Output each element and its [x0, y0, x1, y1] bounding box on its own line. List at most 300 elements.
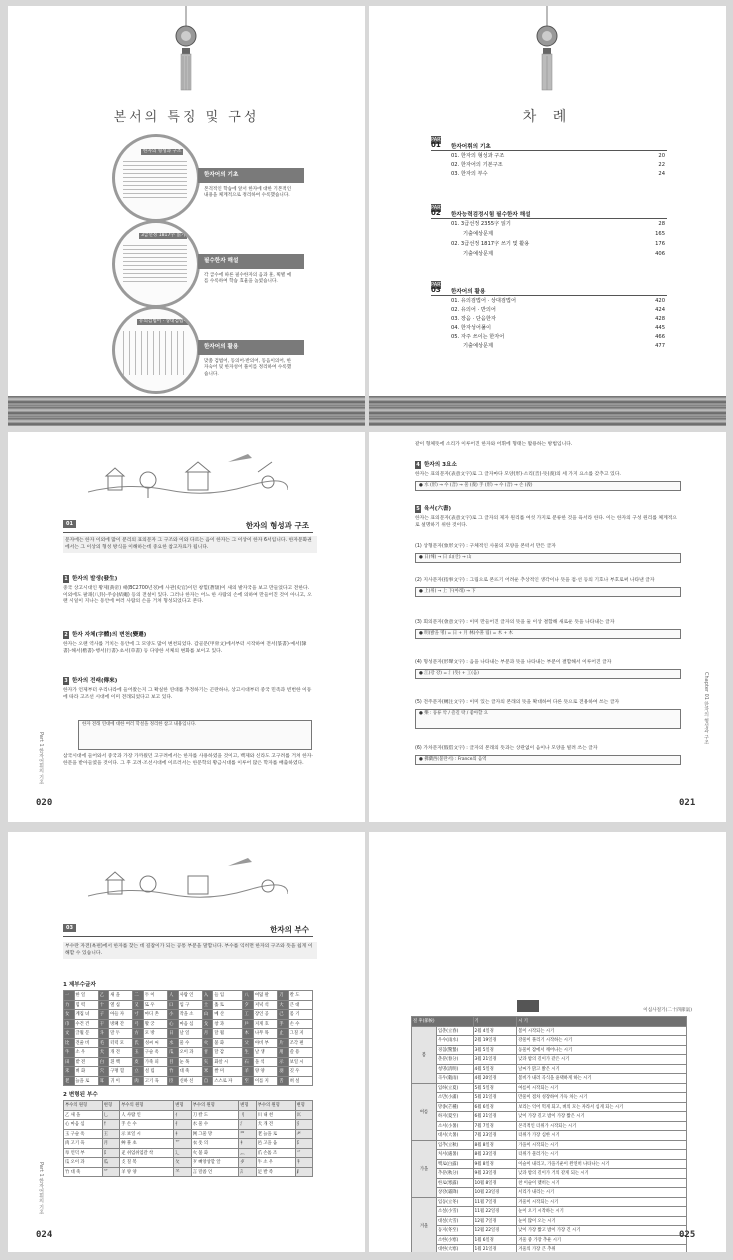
radical-reading: 쓸 용: [288, 1048, 312, 1058]
radical-reading: 구슬 옥: [143, 1048, 167, 1058]
table-cell: 水 물 수: [191, 1120, 239, 1130]
liushu-item-2: (2) 지사문자(指事文字) : 그림으로 본뜨기 어려운 추상적인 생각이나 뜻을 점·선 등의 기호나 부호로써 나타낸 글자 ● 上(위) → 上 下(아래) → 下: [415, 578, 681, 597]
side-label: Chapter 01 한자의 형성과 구조: [703, 672, 709, 745]
table-row: [64, 1067, 313, 1077]
table-cell: 巛: [295, 1110, 313, 1120]
feature-thumbnail-1: 한자의 형성과 구조: [112, 134, 200, 222]
radical-char: 肉: [133, 1076, 144, 1086]
toc-part-1: PART 01 한자어휘의 기초 01. 한자의 형성과 구조 20 02. 한자어의 기본구조 22 03. 한자의 부수 24: [431, 137, 665, 177]
term-name: 대한(大寒): [437, 1245, 474, 1253]
table-cell: 示 보일 시: [120, 1129, 174, 1139]
radical-char: 己: [278, 1010, 289, 1020]
table-row: [64, 1139, 313, 1149]
toc-item[interactable]: 01. 한자의 형성과 구조 20: [451, 153, 665, 159]
radical-reading: 말 두: [109, 1029, 133, 1039]
term-date: 3월 5일경: [473, 1045, 517, 1055]
term-name: 우수(雨水): [437, 1036, 474, 1046]
table-row: [412, 1188, 687, 1198]
table-row: [412, 1197, 687, 1207]
radical-reading: 고기 육: [143, 1076, 167, 1086]
radical-reading: 수건 건: [74, 1019, 98, 1029]
table-cell: 阝: [102, 1148, 119, 1158]
table-cell: 衤: [239, 1139, 256, 1149]
radical-char: 八: [243, 991, 254, 1001]
radical-reading: 힘 력: [74, 1000, 98, 1010]
term-description: 본격적인 더위가 시작되는 시기: [517, 1121, 687, 1131]
radical-char: 力: [64, 1000, 75, 1010]
table-row: [412, 1064, 687, 1074]
radical-reading: 지게 호: [253, 1019, 277, 1029]
radical-char: 火: [202, 1038, 213, 1048]
toc-part-3: PART 03 한자어의 활용 01. 유의검법어 · 상대검법어 420 02. 유의어 · 반의어 424 03. 장음 · 단음한자 428 04. 한자성어풀이 445 05. 자주 쓰이는 한자어 466 기출예상문제 477: [431, 282, 665, 349]
radical-char: 瓜: [168, 1048, 179, 1058]
radical-char: 山: [202, 1010, 213, 1020]
table-row: [412, 1055, 687, 1065]
tassel-ornament-icon: [171, 6, 201, 96]
radical-reading: 마디 촌: [143, 1010, 167, 1020]
table-cell: 手 손 수: [120, 1120, 174, 1130]
radical-char: 犬: [98, 1048, 109, 1058]
radical-reading: 흙 토: [213, 1000, 243, 1010]
table-row: [64, 1110, 313, 1120]
table-cell: 肉 고기 육: [64, 1139, 103, 1149]
radical-reading: 벼 화: [74, 1067, 98, 1077]
toc-item[interactable]: 02. 3급선정 1817字 쓰기 및 활용 176: [451, 241, 665, 247]
radical-char: 片: [278, 1038, 289, 1048]
table-cell: 足 발 족: [256, 1167, 295, 1177]
toc-item[interactable]: 02. 유의어 · 반의어 424: [451, 307, 665, 313]
table-cell: 月: [102, 1139, 119, 1149]
radical-char: 生: [243, 1048, 254, 1058]
section-header: 03 한자의 부수: [63, 924, 313, 937]
table-row: [412, 1235, 687, 1245]
radical-reading: 열 십: [109, 1000, 133, 1010]
radical-char: 比: [64, 1038, 75, 1048]
radical-char: 刀: [278, 991, 289, 1001]
radical-char: 毛: [98, 1038, 109, 1048]
table-row: [64, 1148, 313, 1158]
note-box: 한자 전래 연대에 대한 여러 학설을 정리한 참고 내용입니다.: [78, 720, 312, 750]
term-description: 낮이 가장 길고 밤이 가장 짧은 시기: [517, 1112, 687, 1122]
radical-char: 自: [202, 1076, 213, 1086]
table-row: [412, 1074, 687, 1084]
page-number: 025: [679, 1230, 696, 1240]
page-020: [8, 432, 365, 822]
page-toc: [369, 6, 726, 426]
table-cell: 阜 언덕 부: [64, 1148, 103, 1158]
table-cell: 罒: [239, 1129, 256, 1139]
term-date: 6월 21일경: [473, 1112, 517, 1122]
radical-reading: 들 입: [213, 991, 243, 1001]
column-header: 변형: [295, 1101, 313, 1111]
liushu-item-5: (5) 전주문자(轉注文字) : 이미 있는 글자의 본래의 뜻을 확대하여 다른 뜻으로 전용하여 쓰는 글자 ● 樂 : 풍류 악 / 즐길 락 / 좋아할 요: [415, 700, 681, 729]
feature-title-2: 필수한자 해설: [198, 254, 304, 269]
radical-reading: 창 과: [213, 1019, 243, 1029]
table-cell: 言 말씀 언: [191, 1167, 239, 1177]
radical-reading: 쌀 미: [213, 1067, 243, 1077]
feature-title-3: 한자어의 활용: [198, 340, 304, 355]
radical-reading: 양 양: [253, 1067, 277, 1077]
table-cell: 忄: [102, 1120, 119, 1130]
toc-item[interactable]: 04. 한자성어풀이 445: [451, 325, 665, 331]
term-name: 춘분(春分): [437, 1055, 474, 1065]
table-cell: 牛 소 우: [256, 1158, 295, 1168]
term-name: 처서(處暑): [437, 1150, 474, 1160]
term-date: 10월 23일경: [473, 1188, 517, 1198]
page-number: 020: [36, 798, 53, 808]
table-row: [64, 1167, 313, 1177]
table-cell: 衣 옷 의: [191, 1139, 239, 1149]
table-row: [64, 1019, 313, 1029]
closing-text: 삼국시대에 들어와서 중국과 가장 가까웠던 고구려에서는 한자를 사용하였을 것이고, 백제와 신라도 고구려를 거쳐 한자·한문을 받아들였을 것이다. 그 후 고려·조선시대에 이르러서는 한문학의 황금시대를 이루어 많은 학자를 배출하였다.: [63, 754, 313, 766]
table-row: [64, 1038, 313, 1048]
term-name: 소서(小暑): [437, 1121, 474, 1131]
table-row: [412, 1159, 687, 1169]
table-cell: 辵 쉬엄쉬엄갈 착: [120, 1148, 174, 1158]
column-header: 부수의 원형: [191, 1101, 239, 1111]
term-description: 더위가 가장 심한 시기: [517, 1131, 687, 1141]
term-name: 소한(小寒): [437, 1235, 474, 1245]
column-header: 변형: [239, 1101, 256, 1111]
column-header: 시 기: [517, 1017, 687, 1027]
term-date: 9월 23일경: [473, 1169, 517, 1179]
column-header: 변형: [102, 1101, 119, 1111]
radical-char: 羊: [243, 1067, 254, 1077]
radical-char: 至: [243, 1076, 254, 1086]
table-cell: 刂: [239, 1110, 256, 1120]
table-cell: 攴 칠 복: [120, 1158, 174, 1168]
term-date: 8월 8일경: [473, 1140, 517, 1150]
landscape-illustration-icon: [88, 846, 288, 906]
toc-item[interactable]: 03. 장음 · 단음한자 428: [451, 316, 665, 322]
term-name: 추분(秋分): [437, 1169, 474, 1179]
variant-radical-table: [63, 1100, 313, 1177]
radical-char: 立: [133, 1067, 144, 1077]
radical-char: 巾: [64, 1019, 75, 1029]
table-cell: 阝: [295, 1139, 313, 1149]
term-date: 8월 23일경: [473, 1150, 517, 1160]
radical-char: 矢: [202, 1057, 213, 1067]
table-row: [64, 1029, 313, 1039]
season-label: 봄: [412, 1026, 437, 1083]
radical-reading: 모 방: [143, 1029, 167, 1039]
term-name: 대설(大雪): [437, 1216, 474, 1226]
radical-char: 寸: [133, 1010, 144, 1020]
page-number: 024: [36, 1230, 53, 1240]
toc-item[interactable]: 02. 한자어의 기본구조 22: [451, 162, 665, 168]
radical-reading: 견줄 비: [74, 1038, 98, 1048]
table-cell: 扌: [174, 1120, 191, 1130]
radical-reading: 손 수: [288, 1019, 312, 1029]
radical-reading: 가죽 피: [143, 1057, 167, 1067]
radical-char: 父: [243, 1038, 254, 1048]
radical-reading: 계집 녀: [74, 1010, 98, 1020]
term-name: 소설(小雪): [437, 1207, 474, 1217]
table-row: [412, 1131, 687, 1141]
table-row: [412, 1045, 687, 1055]
radical-reading: 또 우: [143, 1000, 167, 1010]
subsection-5: 5 육서(六書) 한자는 표의문자(表意文字)로 그 글자의 제자 원리를 여섯 가지로 분류한 것을 육서라 한다. 이는 한자의 구성 원리를 체계적으로 설명하기 위한 것이다.: [415, 506, 678, 528]
subsection-3: 3 한자의 전래(傳來) 한자가 언제부터 우리나라에 들어왔는지 그 확실한 연대를 추정하기는 곤란하나, 상고시대부터 중국 민족과 빈번한 이동에 따라 고조선 시대에 이미 전래되었다고 보고 있다.: [63, 678, 312, 700]
table-cell: ⺷: [174, 1167, 191, 1177]
column-header: 부수의 원형: [256, 1101, 295, 1111]
table-cell: 老 늙을 로: [256, 1129, 295, 1139]
radical-char: 舌: [278, 1076, 289, 1086]
radical-char: 田: [64, 1057, 75, 1067]
radical-char: 小: [168, 1010, 179, 1020]
radical-char: 臣: [168, 1076, 179, 1086]
table-row: [412, 1121, 687, 1131]
table-cell: ⻊: [295, 1167, 313, 1177]
radical-reading: 나무 목: [253, 1029, 277, 1039]
page-features: [8, 6, 365, 426]
term-date: 2월 19일경: [473, 1036, 517, 1046]
term-name: 입하(立夏): [437, 1083, 474, 1093]
table-cell: 邑 고을 읍: [256, 1139, 295, 1149]
table-cell: 网 그물 망: [191, 1129, 239, 1139]
radical-char: 入: [202, 991, 213, 1001]
term-date: 1월 21일경: [473, 1245, 517, 1253]
radical-char: 女: [64, 1010, 75, 1020]
radical-char: 一: [64, 991, 75, 1001]
term-description: 이슬이 내리고, 가을기운이 완연히 나타나는 시기: [517, 1159, 687, 1169]
season-label: 겨울: [412, 1197, 437, 1252]
radical-reading: 화살 시: [213, 1057, 243, 1067]
table-cell: 攵: [174, 1158, 191, 1168]
radical-reading: 날 일: [178, 1029, 202, 1039]
radical-reading: 성씨 씨: [143, 1038, 167, 1048]
radical-char: 耳: [98, 1076, 109, 1086]
radical-reading: 달 감: [213, 1048, 243, 1058]
term-name: 상강(霜降): [437, 1188, 474, 1198]
term-date: 2월 4일경: [473, 1026, 517, 1036]
term-date: 5월 5일경: [473, 1083, 517, 1093]
table-cell: 竹 대 죽: [64, 1167, 103, 1177]
toc-item[interactable]: 01. 유의검법어 · 상대검법어 420: [451, 298, 665, 304]
table-row: [64, 1010, 313, 1020]
table-cell: 爫: [295, 1148, 313, 1158]
radical-char: 心: [168, 1019, 179, 1029]
term-description: 강물이 풀리기 시작하는 시기: [517, 1036, 687, 1046]
radical-reading: 메 산: [213, 1010, 243, 1020]
table-cell: 訁: [239, 1167, 256, 1177]
season-label: 여름: [412, 1083, 437, 1140]
page-number: 021: [679, 798, 696, 808]
radical-char: 戈: [202, 1019, 213, 1029]
radical-char: 又: [133, 1000, 144, 1010]
table-row: [412, 1036, 687, 1046]
radical-char: 羽: [278, 1067, 289, 1077]
section-header: 01 한자의 형성과 구조: [63, 520, 313, 533]
table-row: [412, 1169, 687, 1179]
toc-item[interactable]: 기출예상문제 406: [463, 251, 665, 257]
table-row: [412, 1216, 687, 1226]
toc-item[interactable]: 기출예상문제 477: [463, 343, 665, 349]
radical-char: 土: [202, 1000, 213, 1010]
table-cell: 灬: [239, 1148, 256, 1158]
side-label: Part 1 한자어휘의 기초: [38, 1162, 44, 1215]
table-cell: 亻: [174, 1110, 191, 1120]
term-date: 4월 5일경: [473, 1064, 517, 1074]
radical-grid: [63, 990, 313, 1086]
radical-char: 示: [278, 1057, 289, 1067]
table-cell: 艹: [174, 1139, 191, 1149]
radical-reading: 달 월: [213, 1029, 243, 1039]
liushu-item-6: (6) 가차문자(假借文字) : 글자의 본래의 뜻과는 상관없이 음이나 모양을 빌려 쓰는 글자 ● 佛蘭西(불란서) : France의 음역: [415, 746, 681, 765]
table-cell: 羊 양 양: [120, 1167, 174, 1177]
table-cell: 川 내 천: [256, 1110, 295, 1120]
radical-reading: 스스로 자: [213, 1076, 243, 1086]
feature-thumbnail-2: 3급선정 1817字 읽기: [112, 220, 200, 308]
radical-reading: 입 구: [178, 1000, 202, 1010]
side-label: Part 1 한자어휘의 기초: [38, 732, 44, 785]
feature-desc-3: 맞춤 검법어, 동의어·반의어, 동음이의어, 한자숙어 및 한자성어 풀이를 정리하여 수록했습니다.: [204, 359, 292, 377]
radical-reading: 소 우: [74, 1048, 98, 1058]
radical-char: 皮: [133, 1057, 144, 1067]
term-name: 입동(立冬): [437, 1197, 474, 1207]
radical-reading: 그칠 지: [288, 1029, 312, 1039]
toc-item[interactable]: 03. 한자의 부수 24: [451, 171, 665, 177]
toc-item[interactable]: 05. 자주 쓰이는 한자어 466: [451, 334, 665, 340]
table-cell: 瓜: [102, 1158, 119, 1168]
term-name: 곡우(穀雨): [437, 1074, 474, 1084]
subsection-1: 1 한자의 발생(發生) 중국 상고시대인 황제(黃帝) 때(BC2700년경)에 사관(史官)이던 창힐(蒼頡)이 새의 발자국을 보고 만들었다고 전한다. 이외에도 팔괘(八卦)·주승(結繩) 등의 전설이 있다. 그러나 한자는 어느 한 사람의 손에 의하여 만들어진 것이 아니고, 오랜 시일이 지나는 동안에 여러 사람의 손을 거쳐 형성되었다고 본다.: [63, 576, 312, 605]
radical-reading: 조각 편: [288, 1038, 312, 1048]
term-description: 날씨가 맑고 밝은 시기: [517, 1064, 687, 1074]
radical-reading: 작을 소: [178, 1010, 202, 1020]
radical-reading: 몸 기: [288, 1010, 312, 1020]
radical-reading: 마음 심: [178, 1019, 202, 1029]
radical-char: 方: [133, 1029, 144, 1039]
toc-item[interactable]: 01. 3급선정 2355字 읽기 28: [451, 221, 665, 227]
term-name: 동지(冬至): [437, 1226, 474, 1236]
table-row: [412, 1226, 687, 1236]
term-description: 동물이 잠에서 깨어나는 시기: [517, 1045, 687, 1055]
term-date: 4월 20일경: [473, 1074, 517, 1084]
radical-reading: 한 일: [74, 991, 98, 1001]
page-024: [8, 832, 365, 1252]
term-description: 여름이 시작되는 시기: [517, 1083, 687, 1093]
table-row: [412, 1026, 687, 1036]
table-row: [64, 1158, 313, 1168]
radical-reading: 글월 문: [74, 1029, 98, 1039]
table-row: [412, 1093, 687, 1103]
radical-reading: 큰 대: [288, 1000, 312, 1010]
radical-reading: 혀 설: [288, 1076, 312, 1086]
radical-reading: 밭 전: [74, 1057, 98, 1067]
term-name: 한로(寒露): [437, 1178, 474, 1188]
term-name: 하지(夏至): [437, 1112, 474, 1122]
term-date: 3월 21일경: [473, 1055, 517, 1065]
radical-char: 乙: [98, 991, 109, 1001]
radical-reading: 터럭 모: [109, 1038, 133, 1048]
term-description: 눈이 오기 시작하는 시기: [517, 1207, 687, 1217]
radical-reading: 신하 신: [178, 1076, 202, 1086]
table-cell: 爪 손톱 조: [256, 1148, 295, 1158]
section-intro: 문자에는 한자 이외에 많이 분리의 표의문자 그 구조와 이와 다르는 음이 한자는 그 이상이 한자 6서입니다. 한자문화권에서는 그 이상의 형성 방식을 이해하는데 중요한 참고자료가 됩니다.: [63, 536, 317, 553]
table-cell: 心 마음 심: [64, 1120, 103, 1130]
radical-reading: 칼 도: [288, 991, 312, 1001]
term-description: 겨울의 가장 큰 추위: [517, 1245, 687, 1253]
corner-label: 이십사절기(二十四節氣): [643, 1008, 692, 1013]
subsection-4: 4 한자의 3요소 한자는 표의문자(表意文字)로 그 글자마다 모양(形)·소리(音)·뜻(義)의 세 가지 요소를 갖추고 있다. ● 水 (形) → 수 (音) → 물 (義) 手 (形) → 수 (音) → 손 (義): [415, 460, 681, 491]
feature-desc-1: 본격적인 학습에 앞서 한자에 대한 기본적인 내용을 체계적으로 정리하여 수록했습니다.: [204, 187, 292, 199]
top-text: 같이 형체뜻에 소리가 이루어진 한자와 어휘에 형태는 활용하는 방법입니다.: [415, 442, 573, 447]
wood-band: [8, 396, 365, 426]
radical-char: 文: [64, 1029, 75, 1039]
radical-reading: 설 립: [143, 1067, 167, 1077]
table-row: [412, 1083, 687, 1093]
table-row: [64, 991, 313, 1001]
radical-reading: 새 을: [109, 991, 133, 1001]
radical-reading: 장인 공: [253, 1010, 277, 1020]
table-cell: 礻: [174, 1129, 191, 1139]
table-row: [64, 1129, 313, 1139]
table-row: [412, 1102, 687, 1112]
radical-reading: 날 생: [253, 1048, 277, 1058]
table-row: [64, 1076, 313, 1086]
column-header: 기: [473, 1017, 517, 1027]
radical-char: 氏: [133, 1038, 144, 1048]
column-header: 부수의 원형: [120, 1101, 174, 1111]
toc-item[interactable]: 기출예상문제 165: [463, 231, 665, 237]
subsection-title: 2 변형된 부수: [63, 1092, 98, 1098]
radical-reading: 오이 과: [178, 1048, 202, 1058]
radical-char: 工: [243, 1010, 254, 1020]
table-row: [412, 1140, 687, 1150]
radical-char: 人: [168, 991, 179, 1001]
toc-title: 차 례: [522, 109, 573, 125]
table-cell: 辶: [174, 1148, 191, 1158]
landscape-illustration-icon: [88, 442, 288, 502]
radical-char: 禾: [64, 1067, 75, 1077]
term-name: 망종(芒種): [437, 1102, 474, 1112]
term-description: 봄이 시작되는 시기: [517, 1026, 687, 1036]
radical-reading: 물 수: [178, 1038, 202, 1048]
table-row: [64, 1120, 313, 1130]
season-label: 가을: [412, 1140, 437, 1197]
table-row: [64, 1057, 313, 1067]
term-description: 눈이 많이 오는 시기: [517, 1216, 687, 1226]
term-date: 11월 7일경: [473, 1197, 517, 1207]
term-description: 봄비가 내려 곡식을 윤택하게 하는 시기: [517, 1074, 687, 1084]
term-date: 11월 22일경: [473, 1207, 517, 1217]
table-cell: 歺: [239, 1158, 256, 1168]
radical-reading: 두 이: [143, 991, 167, 1001]
table-row: [412, 1112, 687, 1122]
solar-terms-table: [411, 1016, 687, 1252]
radical-reading: 아비 부: [253, 1038, 277, 1048]
radical-reading: 대 죽: [178, 1067, 202, 1077]
table-row: [412, 1207, 687, 1217]
term-description: 낮과 밤의 길이가 거의 같게 되는 시기: [517, 1169, 687, 1179]
table-row: [64, 1000, 313, 1010]
radical-char: 老: [64, 1076, 75, 1086]
table-header-row: [412, 1017, 687, 1027]
table-cell: 歹 뼈앙상할 알: [191, 1158, 239, 1168]
term-description: 겨울이 시작되는 시기: [517, 1197, 687, 1207]
radical-char: 竹: [168, 1067, 179, 1077]
term-name: 대서(大暑): [437, 1131, 474, 1141]
term-description: 만물이 점차 성장하여 가득 차는 시기: [517, 1093, 687, 1103]
term-name: 경칩(驚蟄): [437, 1045, 474, 1055]
radical-reading: 구멍 혈: [109, 1067, 133, 1077]
table-cell: 乙 새 을: [64, 1110, 103, 1120]
radical-char: 子: [98, 1010, 109, 1020]
table-cell: 耂: [295, 1129, 313, 1139]
page-title: 본서의 특징 및 구성: [113, 110, 260, 125]
table-cell: 王: [102, 1129, 119, 1139]
